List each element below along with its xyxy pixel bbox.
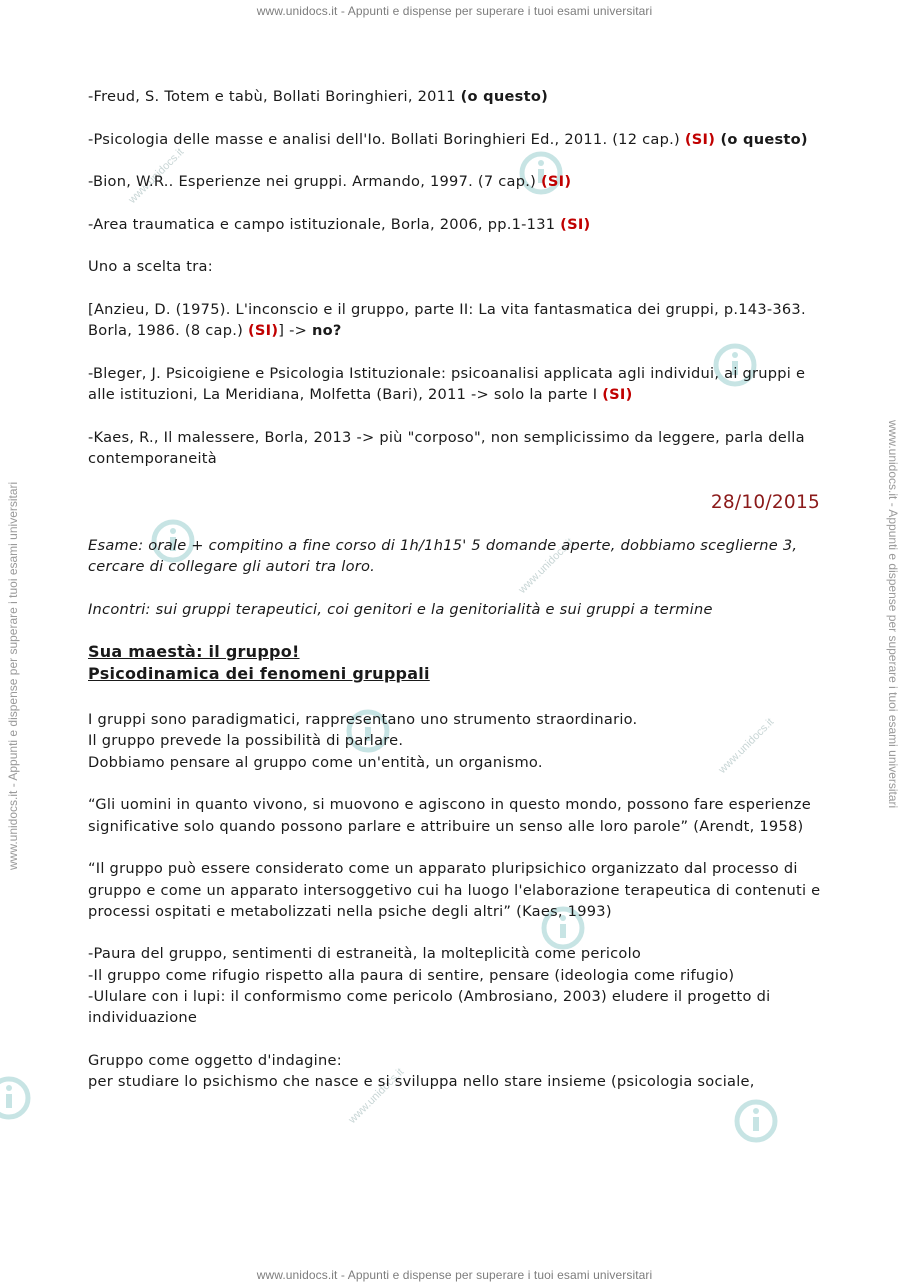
section-subtitle: Psicodinamica dei fenomeni gruppali <box>88 664 430 684</box>
ref-kaes: -Kaes, R., Il malessere, Borla, 2013 -> più "corposo", non semplicissimo da leggere, parla della contemporaneità <box>88 428 805 468</box>
choice-label: Uno a scelta tra: <box>88 258 213 276</box>
dangers-list <box>88 943 828 1028</box>
watermark-text: www.unidocs.it <box>516 536 577 596</box>
bottom-banner: www.unidocs.it - Appunti e dispense per superare i tuoi esami universitari <box>256 1268 653 1282</box>
ref-bion: -Bion, W.R.. Esperienze nei gruppi. Armando, 1997. (7 cap.) (SI) <box>88 173 572 191</box>
section-title: Sua maestà: il gruppo! <box>88 642 300 662</box>
list-item: -Il gruppo come rifugio rispetto alla paura di sentire, pensare (ideologia come rifugio) <box>88 966 735 984</box>
ref-psicologia-masse: -Psicologia delle masse e analisi dell'Io. Bollati Boringhieri Ed., 2011. (12 cap.) (SI) (o questo) <box>88 130 808 148</box>
ref-freud: -Freud, S. Totem e tabù, Bollati Boringhieri, 2011 (o questo) <box>88 88 549 105</box>
meetings-info: Incontri: sui gruppi terapeutici, coi genitori e la genitorialità e sui gruppi a termine <box>88 600 713 618</box>
ref-anzieu: [Anzieu, D. (1975). L'inconscio e il gruppo, parte II: La vita fantasmatica dei gruppi, p.143-363. Borla, 1986. (8 cap.) (SI)] -> no? <box>88 300 806 340</box>
quote-arendt: “Gli uomini in quanto vivono, si muovono e agiscono in questo mondo, possono fare esperienze significative solo quando possono parlare e attribuire un senso alle loro parole” (Arendt, 1958) <box>88 796 811 835</box>
top-banner: www.unidocs.it - Appunti e dispense per superare i tuoi esami universitari <box>256 4 653 18</box>
watermark-logo-icon <box>733 1098 779 1144</box>
document-body <box>88 86 828 1092</box>
watermark-logo-icon <box>0 1075 32 1121</box>
watermark-text: www.unidocs.it <box>346 1066 407 1126</box>
lecture-date: 28/10/2015 <box>710 491 820 513</box>
intro-paragraph: I gruppi sono paradigmatici, rappresentano uno strumento straordinario. Il gruppo prevede la possibilità di parlare. Dobbiamo pensare al gruppo come un'entità, un organismo. <box>88 711 638 771</box>
right-side-banner: www.unidocs.it - Appunti e dispense per superare i tuoi esami universitari <box>886 420 900 809</box>
quote-kaes: “Il gruppo può essere considerato come un apparato pluripsichico organizzato dal processo di gruppo e come un apparato intersoggetivo cui ha luogo l'elaborazione terapeutica di contenuti e processi ospitati e metabolizzati nella psiche degli altri” (Kaes, 1993) <box>88 860 821 920</box>
group-as-object: Gruppo come oggetto d'indagine: per studiare lo psichismo che nasce e si sviluppa nello stare insieme (psicologia sociale, <box>88 1051 755 1091</box>
ref-area-traumatica: -Area traumatica e campo istituzionale, Borla, 2006, pp.1-131 (SI) <box>88 215 591 233</box>
ref-bleger: -Bleger, J. Psicoigiene e Psicologia Istituzionale: psicoanalisi applicata agli individui, ai gruppi e alle istituzioni, La Meridiana, Molfetta (Bari), 2011 -> solo la parte I (SI) <box>88 364 806 404</box>
watermark-text: www.unidocs.it <box>126 146 187 206</box>
exam-info: Esame: orale + compitino a fine corso di 1h/1h15' 5 domande aperte, dobbiamo sceglierne 3, cercare di collegare gli autori tra loro. <box>88 536 798 575</box>
list-item: -Ululare con i lupi: il conformismo come pericolo (Ambrosiano, 2003) eludere il progetto di individuazione <box>88 987 771 1027</box>
watermark-text: www.unidocs.it <box>716 716 777 776</box>
left-side-banner: www.unidocs.it - Appunti e dispense per superare i tuoi esami universitari <box>6 481 20 870</box>
list-item: -Paura del gruppo, sentimenti di estraneità, la molteplicità come pericolo <box>88 945 642 963</box>
